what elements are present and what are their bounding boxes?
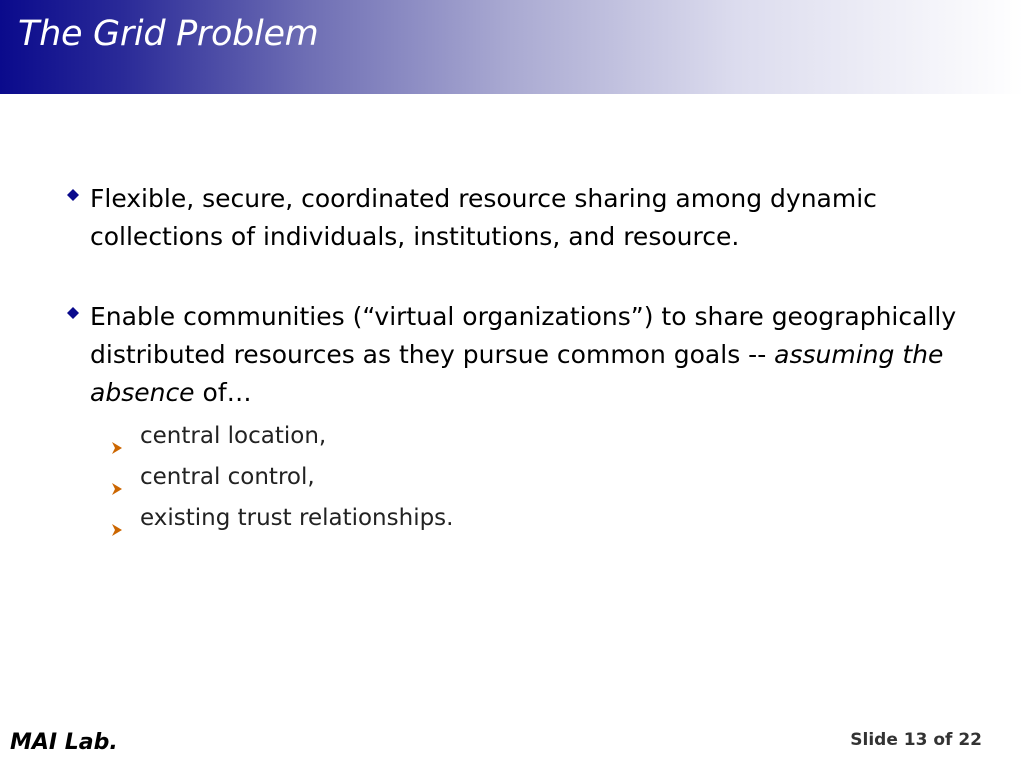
bullet-item <box>62 180 962 256</box>
sub-bullet-item <box>90 416 962 457</box>
footer-lab-name: MAI Lab. <box>10 730 118 755</box>
bullet-text: Flexible, secure, coordinated resource sharing among dynamic collections of individuals, institutions, and resource. <box>90 184 877 251</box>
bullet-list <box>62 180 962 581</box>
bullet-text: Enable communities (“virtual organizations”) to share geographically distributed resources as they pursue common goals -- <box>90 302 957 369</box>
slide-title: The Grid Problem <box>18 14 319 54</box>
bullet-text-tail: of… <box>194 378 252 407</box>
bullet-item <box>62 298 962 539</box>
arrow-bullet-icon <box>112 427 124 439</box>
slide-header-banner <box>0 0 1024 94</box>
sub-bullet-text: central location, <box>140 423 327 449</box>
sub-bullet-item <box>90 457 962 498</box>
slide-number: Slide 13 of 22 <box>850 730 982 750</box>
diamond-bullet-icon <box>66 188 80 202</box>
arrow-bullet-icon <box>112 468 124 480</box>
sub-bullet-text: central control, <box>140 464 315 490</box>
sub-bullet-list <box>90 416 962 539</box>
sub-bullet-text: existing trust relationships. <box>140 505 454 531</box>
arrow-bullet-icon <box>112 509 124 521</box>
sub-bullet-item <box>90 498 962 539</box>
bullet-emphasis-text: assuming the absence <box>90 340 944 407</box>
diamond-bullet-icon <box>66 306 80 320</box>
